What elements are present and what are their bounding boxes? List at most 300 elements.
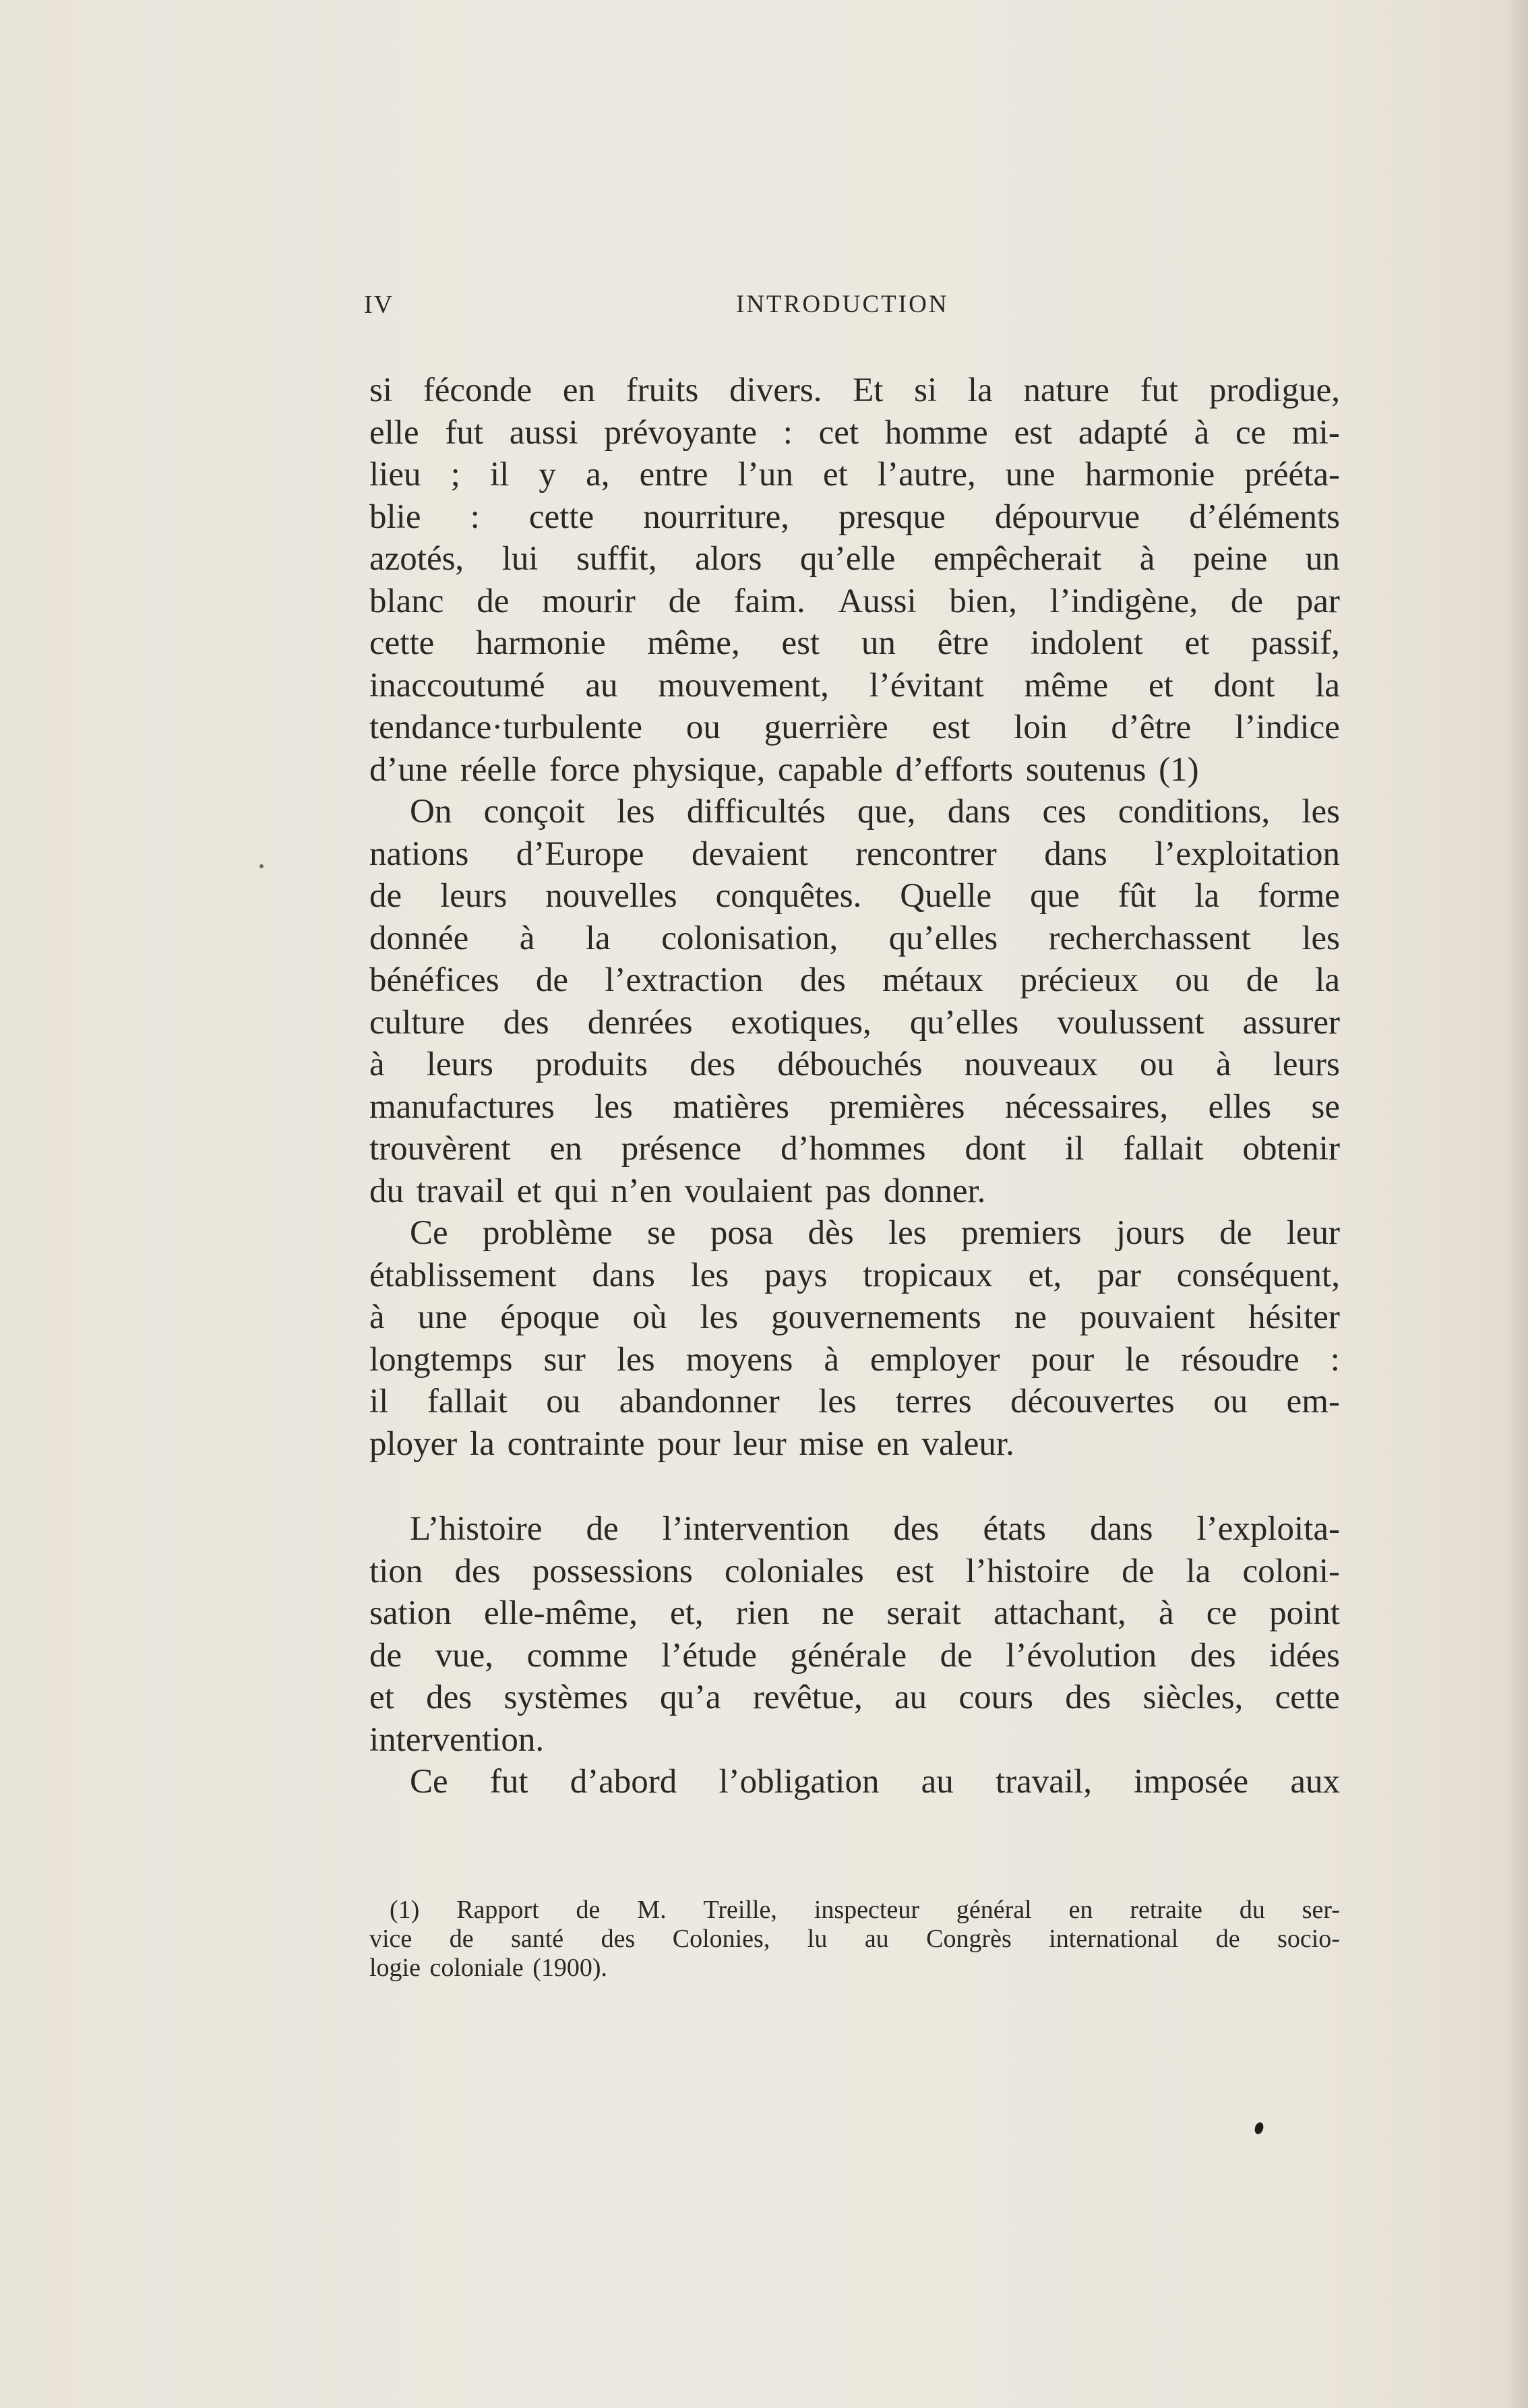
word: guerrière — [764, 709, 888, 746]
word: socio- — [1277, 1925, 1340, 1953]
word: et — [822, 456, 848, 493]
word: en — [1068, 1896, 1093, 1924]
footnote — [369, 1896, 1340, 1983]
word: au — [921, 1763, 954, 1801]
word: pouvaient — [1079, 1298, 1215, 1336]
word: à — [519, 919, 535, 957]
word: dépourvue — [994, 498, 1140, 536]
word: d’Europe — [516, 835, 644, 873]
word: harmonie — [475, 624, 606, 662]
word: des — [503, 1003, 549, 1042]
word: coloniales — [724, 1552, 864, 1590]
word: inaccoutumé — [369, 666, 545, 704]
word: elle-même, — [483, 1594, 638, 1632]
word: peine — [1192, 540, 1268, 578]
word: Congrès — [926, 1925, 1012, 1953]
word: résoudre — [1181, 1340, 1300, 1379]
word: dans — [1044, 835, 1107, 873]
word: fut — [489, 1763, 528, 1801]
word: cours — [958, 1679, 1033, 1716]
word: faim. — [733, 582, 805, 620]
word: une — [1005, 456, 1056, 493]
word: suffit, — [576, 540, 657, 578]
word: rien — [735, 1594, 790, 1632]
word: que, — [857, 793, 916, 831]
word: point — [1269, 1594, 1340, 1632]
word: (1) — [390, 1896, 420, 1924]
word: à — [1158, 1594, 1174, 1632]
word: aux — [1290, 1763, 1340, 1801]
word: alors — [695, 540, 762, 578]
word: des — [799, 961, 846, 999]
word: Colonies, — [672, 1925, 770, 1953]
word: de — [449, 1925, 474, 1953]
word: revêtue, — [752, 1679, 863, 1716]
word: ce — [1206, 1594, 1237, 1632]
word: de — [576, 1896, 601, 1924]
word: ser- — [1302, 1896, 1340, 1924]
word: attachant, — [994, 1594, 1126, 1632]
word: a, — [586, 456, 610, 493]
word: ou — [1175, 961, 1210, 999]
paragraph-gap — [369, 1465, 1340, 1508]
word: Et — [853, 371, 884, 409]
word: M. — [637, 1896, 667, 1924]
word: de — [940, 1636, 973, 1675]
word: exotiques, — [731, 1003, 872, 1042]
word: au — [864, 1925, 889, 1953]
word: blie — [369, 498, 421, 536]
word: employer — [870, 1340, 1000, 1379]
word: le — [1125, 1340, 1151, 1379]
word: tion — [369, 1552, 423, 1590]
word: à — [824, 1340, 839, 1379]
word: fallait — [427, 1383, 508, 1420]
text-line — [369, 665, 1340, 707]
word: terres — [895, 1383, 972, 1420]
word: des — [454, 1552, 501, 1590]
line-text: ployer la contrainte pour leur mise en valeur. — [369, 1424, 1014, 1463]
word: nouveaux — [964, 1046, 1098, 1083]
word: : — [1330, 1340, 1340, 1379]
word: des — [1190, 1636, 1236, 1675]
word: systèmes — [503, 1679, 628, 1716]
word: hésiter — [1248, 1298, 1340, 1336]
text-line — [369, 1296, 1340, 1339]
word: se — [646, 1214, 676, 1252]
word: même — [1024, 666, 1109, 704]
word: qu’elles — [888, 919, 998, 957]
word: les — [1302, 919, 1340, 957]
word: possessions — [532, 1552, 693, 1590]
text-line — [369, 580, 1340, 623]
word: présence — [621, 1130, 742, 1168]
text-line — [369, 1719, 1340, 1762]
word: voulussent — [1057, 1003, 1204, 1042]
word: : — [783, 413, 793, 452]
word: établissement — [369, 1256, 557, 1294]
line-text: intervention. — [369, 1720, 545, 1759]
word: ce — [1235, 413, 1266, 452]
word: vue, — [435, 1636, 494, 1675]
word: du — [1239, 1896, 1265, 1924]
word: de — [1122, 1552, 1155, 1590]
text-line — [369, 454, 1340, 496]
word: des — [601, 1925, 636, 1953]
word: et, — [1028, 1256, 1062, 1294]
word: est — [1014, 413, 1053, 452]
word: obtenir — [1242, 1130, 1340, 1168]
word: précieux — [1020, 961, 1139, 999]
word: premiers — [961, 1214, 1082, 1252]
word: l’évolution — [1006, 1636, 1157, 1675]
word: matières — [673, 1087, 790, 1126]
word: mouvement, — [658, 666, 829, 704]
word: métaux — [882, 961, 984, 999]
word: blanc — [369, 582, 444, 620]
word: au — [585, 666, 618, 704]
word: conquêtes. — [715, 877, 862, 915]
word: pays — [764, 1256, 828, 1294]
word: qu’a — [659, 1679, 721, 1716]
word: si — [914, 371, 938, 409]
word: nouvelles — [545, 877, 677, 915]
text-line — [369, 1339, 1340, 1381]
word: em- — [1286, 1383, 1340, 1420]
word: fût — [1118, 877, 1157, 915]
word: mi- — [1292, 413, 1340, 452]
word: dans — [1090, 1510, 1153, 1548]
word: Treille, — [703, 1896, 777, 1924]
word: en — [549, 1130, 582, 1168]
word: la — [967, 371, 993, 409]
word: international — [1049, 1925, 1179, 1953]
word: découvertes — [1010, 1383, 1175, 1420]
word: où — [632, 1298, 667, 1336]
word: pour — [1031, 1340, 1095, 1379]
text-line — [369, 496, 1340, 539]
word: denrées — [587, 1003, 693, 1042]
word: leur — [1286, 1214, 1340, 1252]
word: : — [470, 498, 480, 536]
word: manufactures — [369, 1087, 555, 1126]
word: adapté — [1078, 413, 1168, 452]
word: tropicaux — [863, 1256, 993, 1294]
word: à — [369, 1298, 385, 1336]
word: par — [1097, 1256, 1142, 1294]
word: les — [594, 1087, 633, 1126]
word: retraite — [1130, 1896, 1202, 1924]
word: à — [1194, 413, 1210, 452]
text-line — [369, 1896, 1340, 1925]
word: L’histoire — [410, 1510, 543, 1548]
word: l’exploita- — [1196, 1510, 1340, 1548]
text-line — [369, 1508, 1340, 1551]
word: de — [1230, 582, 1264, 620]
word: au — [894, 1679, 927, 1716]
word: comme — [526, 1636, 628, 1675]
word: prééta- — [1244, 456, 1340, 493]
word: les — [888, 1214, 927, 1252]
text-line — [369, 1635, 1340, 1677]
word: mourir — [542, 582, 636, 620]
word: harmonie — [1084, 456, 1215, 493]
word: travail, — [995, 1763, 1092, 1801]
word: se — [1311, 1087, 1340, 1126]
word: l’obligation — [719, 1763, 880, 1801]
word: ou — [546, 1383, 581, 1420]
word: ces — [1042, 793, 1087, 831]
word: ne — [822, 1594, 855, 1632]
word: est — [781, 624, 820, 662]
word: jours — [1116, 1214, 1185, 1252]
word: il — [369, 1383, 389, 1420]
word: est — [895, 1552, 934, 1590]
word: entre — [639, 456, 708, 493]
word: cette — [1275, 1679, 1340, 1716]
word: générale — [790, 1636, 907, 1675]
word: Ce — [410, 1763, 448, 1801]
word: leurs — [440, 877, 508, 915]
word: leurs — [426, 1046, 493, 1083]
word: et, — [670, 1594, 704, 1632]
word: l’un — [737, 456, 793, 493]
word: par — [1295, 582, 1340, 620]
word: l’extraction — [605, 961, 764, 999]
word: elles — [1208, 1087, 1272, 1126]
text-line — [369, 1170, 1340, 1213]
word: fruits — [625, 371, 699, 409]
word: même, — [647, 624, 740, 662]
word: les — [1302, 793, 1340, 831]
word: des — [1065, 1679, 1111, 1716]
word: cet — [818, 413, 859, 452]
word: ou — [1213, 1383, 1248, 1420]
word: l’indice — [1235, 709, 1340, 746]
text-line — [369, 538, 1340, 580]
word: l’autre, — [877, 456, 976, 493]
word: culture — [369, 1003, 465, 1042]
word: trouvèrent — [369, 1130, 511, 1168]
word: vice — [369, 1925, 412, 1953]
word: un — [861, 624, 896, 662]
word: les — [690, 1256, 729, 1294]
word: Ce — [410, 1214, 448, 1252]
word: rencontrer — [855, 835, 997, 873]
word: forme — [1258, 877, 1340, 915]
word: bien, — [949, 582, 1017, 620]
word: conditions, — [1118, 793, 1271, 831]
word: gouvernements — [771, 1298, 981, 1336]
word: dans — [592, 1256, 655, 1294]
word: l’évitant — [869, 666, 984, 704]
word: colonisation, — [661, 919, 838, 957]
word: être — [937, 624, 989, 662]
running-title: INTRODUCTION — [736, 291, 949, 318]
word: d’hommes — [781, 1130, 926, 1168]
text-line — [369, 1044, 1340, 1086]
text-line — [369, 1551, 1340, 1593]
word: conséquent, — [1176, 1256, 1340, 1294]
main-text — [369, 369, 1340, 1803]
word: l’exploitation — [1155, 835, 1340, 873]
word: nourriture, — [643, 498, 789, 536]
text-line — [369, 1128, 1340, 1170]
line-text: d’une réelle force physique, capable d’efforts soutenus (1) — [369, 750, 1199, 789]
text-line — [369, 1255, 1340, 1297]
word: les — [818, 1383, 857, 1420]
running-head — [364, 290, 1341, 330]
word: des — [690, 1046, 736, 1083]
text-line — [369, 959, 1340, 1002]
word: longtemps — [369, 1340, 513, 1379]
word: posa — [710, 1214, 774, 1252]
word: d’éléments — [1189, 498, 1340, 536]
word: de — [586, 1510, 619, 1548]
word: de — [535, 961, 569, 999]
text-line — [369, 1925, 1340, 1954]
word: époque — [500, 1298, 600, 1336]
word: la — [1194, 877, 1220, 915]
word: prévoyante — [604, 413, 757, 452]
word: recherchassent — [1048, 919, 1251, 957]
word: il — [489, 456, 510, 493]
word: de — [477, 582, 510, 620]
word: devaient — [692, 835, 808, 873]
word: ne — [1014, 1298, 1047, 1336]
word: siècles, — [1142, 1679, 1244, 1716]
word: tendance·turbulente — [369, 709, 642, 746]
word: et — [1149, 666, 1173, 704]
word: nécessaires, — [1004, 1087, 1169, 1126]
word: dont — [1213, 666, 1275, 704]
word: à — [1139, 540, 1155, 578]
text-line — [369, 1212, 1340, 1255]
word: et — [1184, 624, 1210, 662]
text-line — [369, 1002, 1340, 1044]
word: cette — [369, 624, 435, 662]
word: produits — [534, 1046, 648, 1083]
text-line — [369, 875, 1340, 917]
word: leurs — [1273, 1046, 1340, 1083]
word: qu’elles — [909, 1003, 1019, 1042]
word: bénéfices — [369, 961, 499, 999]
word: la — [1315, 961, 1340, 999]
word: lieu — [369, 456, 421, 493]
page-number: IV — [364, 291, 394, 319]
word: ; — [450, 456, 460, 493]
word: fallait — [1123, 1130, 1204, 1168]
text-line — [369, 749, 1340, 791]
word: premières — [829, 1087, 965, 1126]
word: donnée — [369, 919, 469, 957]
word: Quelle — [900, 877, 992, 915]
word: de — [1246, 961, 1279, 999]
word: la — [1315, 666, 1340, 704]
word: des — [426, 1679, 472, 1716]
word: imposée — [1134, 1763, 1249, 1801]
word: prodigue, — [1209, 371, 1340, 409]
word: de — [1219, 1214, 1252, 1252]
word: les — [617, 793, 655, 831]
word: général — [956, 1896, 1032, 1924]
word: On — [410, 793, 452, 831]
word: d’être — [1111, 709, 1192, 746]
line-text: du travail et qui n’en voulaient pas donner. — [369, 1172, 986, 1210]
word: dès — [807, 1214, 854, 1252]
word: santé — [511, 1925, 564, 1953]
word: difficultés — [686, 793, 826, 831]
word: y — [539, 456, 556, 493]
word: homme — [884, 413, 988, 452]
word: abandonner — [619, 1383, 780, 1420]
word: une — [417, 1298, 468, 1336]
word: indolent — [1030, 624, 1143, 662]
word: la — [585, 919, 611, 957]
word: est — [931, 709, 971, 746]
word: de — [668, 582, 701, 620]
text-line — [369, 412, 1340, 454]
word: dans — [947, 793, 1011, 831]
word: elle — [369, 413, 419, 452]
word: idées — [1269, 1636, 1340, 1675]
word: passif, — [1251, 624, 1340, 662]
word: nature — [1023, 371, 1109, 409]
word: moyens — [685, 1340, 793, 1379]
word: à — [369, 1046, 385, 1083]
word: Aussi — [838, 582, 917, 620]
text-line — [369, 622, 1340, 665]
word: débouchés — [777, 1046, 923, 1083]
word: il — [1065, 1130, 1084, 1168]
word: d’abord — [570, 1763, 677, 1801]
word: sur — [543, 1340, 586, 1379]
word: en — [562, 371, 595, 409]
word: coloni- — [1242, 1552, 1340, 1590]
ink-spot — [1254, 2121, 1265, 2136]
text-line — [369, 1086, 1340, 1128]
word: les — [700, 1298, 739, 1336]
text-line — [369, 1761, 1340, 1803]
text-line — [369, 1381, 1340, 1423]
word: problème — [483, 1214, 613, 1252]
word: l’étude — [661, 1636, 757, 1675]
word: des — [893, 1510, 940, 1548]
word: féconde — [423, 371, 532, 409]
word: fut — [1140, 371, 1179, 409]
word: aussi — [509, 413, 578, 452]
word: si — [369, 371, 393, 409]
text-line — [369, 369, 1340, 412]
word: lui — [501, 540, 539, 578]
word: loin — [1014, 709, 1068, 746]
word: la — [1186, 1552, 1211, 1590]
word: à — [1216, 1046, 1231, 1083]
word: lu — [807, 1925, 828, 1953]
word: nations — [369, 835, 469, 873]
word: azotés, — [369, 540, 464, 578]
text-line — [369, 1954, 1340, 1983]
word: assurer — [1242, 1003, 1340, 1042]
word: un — [1305, 540, 1340, 578]
word: l’intervention — [662, 1510, 850, 1548]
word: et — [369, 1679, 394, 1716]
text-line — [369, 1677, 1340, 1719]
word: empêcherait — [934, 540, 1102, 578]
word: l’histoire — [965, 1552, 1090, 1590]
word: conçoit — [483, 793, 585, 831]
word: dont — [965, 1130, 1027, 1168]
